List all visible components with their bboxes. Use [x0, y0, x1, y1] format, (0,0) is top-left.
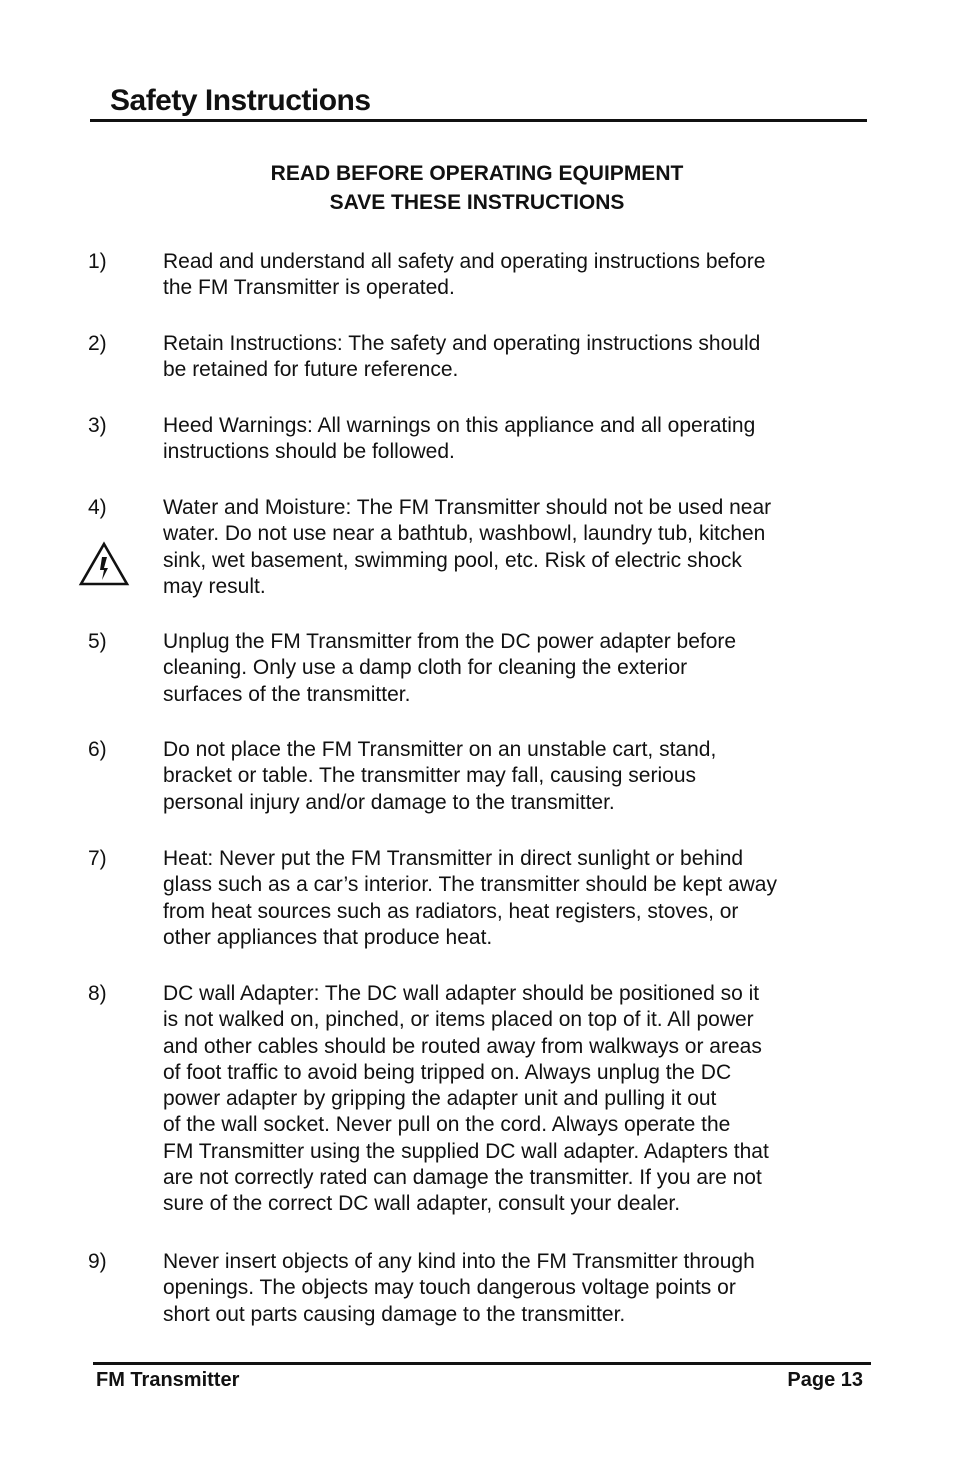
item-line: Heed Warnings: All warnings on this appliance and all operating: [163, 414, 756, 437]
item-number: 9): [88, 1250, 107, 1273]
item-line: personal injury and/or damage to the transmitter.: [163, 790, 615, 814]
item-line: are not correctly rated can damage the transmitter. If you are not: [163, 1166, 762, 1190]
item-line: bracket or table. The transmitter may fall, causing serious: [163, 764, 697, 788]
item-text: [163, 495, 863, 600]
item-line: of the wall socket. Never pull on the cord. Always operate the: [163, 1113, 731, 1137]
item-line: is not walked on, pinched, or items placed on top of it. All power: [163, 1008, 754, 1032]
item-number: 4): [88, 496, 107, 519]
item-line: Water and Moisture: The FM Transmitter should not be used near: [163, 496, 772, 519]
item-line: DC wall Adapter: The DC wall adapter should be positioned so it: [163, 982, 760, 1005]
heading-line: READ BEFORE OPERATING EQUIPMENT: [270, 162, 684, 185]
page-title: Safety Instructions: [110, 84, 371, 117]
title-divider: [90, 119, 867, 122]
item-line: Read and understand all safety and operating instructions before: [163, 250, 766, 273]
item-line: sink, wet basement, swimming pool, etc. Risk of electric shock: [163, 548, 742, 572]
item-text: [163, 1249, 863, 1328]
item-number: 5): [88, 630, 107, 653]
item-text: [163, 846, 863, 951]
item-line: glass such as a car’s interior. The transmitter should be kept away: [163, 873, 777, 897]
footer-product-name: FM Transmitter: [96, 1369, 240, 1391]
item-line: from heat sources such as radiators, heat registers, stoves, or: [163, 899, 739, 923]
item-line: the FM Transmitter is operated.: [163, 276, 455, 300]
item-line: Never insert objects of any kind into the FM Transmitter through: [163, 1250, 755, 1273]
item-line: be retained for future reference.: [163, 358, 459, 382]
item-line: and other cables should be routed away from walkways or areas: [163, 1034, 762, 1058]
item-line: Do not place the FM Transmitter on an unstable cart, stand,: [163, 738, 717, 761]
item-line: instructions should be followed.: [163, 440, 455, 464]
item-number: 8): [88, 982, 107, 1005]
item-line: may result.: [163, 574, 266, 598]
item-text: [163, 413, 863, 466]
footer-page-number: Page 13: [787, 1369, 863, 1391]
item-number: 3): [88, 414, 107, 437]
item-text: [163, 629, 863, 708]
footer-divider: [93, 1362, 871, 1365]
heading-line: SAVE THESE INSTRUCTIONS: [329, 191, 625, 214]
item-text: [163, 249, 863, 302]
item-number: 2): [88, 332, 107, 355]
item-line: Unplug the FM Transmitter from the DC power adapter before: [163, 630, 737, 653]
item-text: [163, 737, 863, 816]
item-line: openings. The objects may touch dangerous voltage points or: [163, 1276, 736, 1300]
item-line: cleaning. Only use a damp cloth for cleaning the exterior: [163, 656, 688, 680]
instructions-heading: [0, 159, 954, 217]
item-line: of foot traffic to avoid being tripped on. Always unplug the DC: [163, 1060, 732, 1084]
item-text: [163, 331, 863, 384]
item-number: 7): [88, 847, 107, 870]
item-text: [163, 981, 863, 1218]
item-line: other appliances that produce heat.: [163, 925, 493, 949]
item-number: 6): [88, 738, 107, 761]
item-line: Heat: Never put the FM Transmitter in direct sunlight or behind: [163, 847, 744, 870]
item-number: 1): [88, 250, 107, 273]
item-line: surfaces of the transmitter.: [163, 682, 411, 706]
electric-shock-warning-icon: [78, 541, 130, 587]
item-line: water. Do not use near a bathtub, washbowl, laundry tub, kitchen: [163, 522, 766, 546]
item-line: FM Transmitter using the supplied DC wall adapter. Adapters that: [163, 1139, 769, 1163]
item-line: power adapter by gripping the adapter unit and pulling it out: [163, 1087, 717, 1111]
item-line: sure of the correct DC wall adapter, consult your dealer.: [163, 1192, 681, 1216]
item-line: Retain Instructions: The safety and operating instructions should: [163, 332, 761, 355]
item-line: short out parts causing damage to the transmitter.: [163, 1302, 626, 1326]
